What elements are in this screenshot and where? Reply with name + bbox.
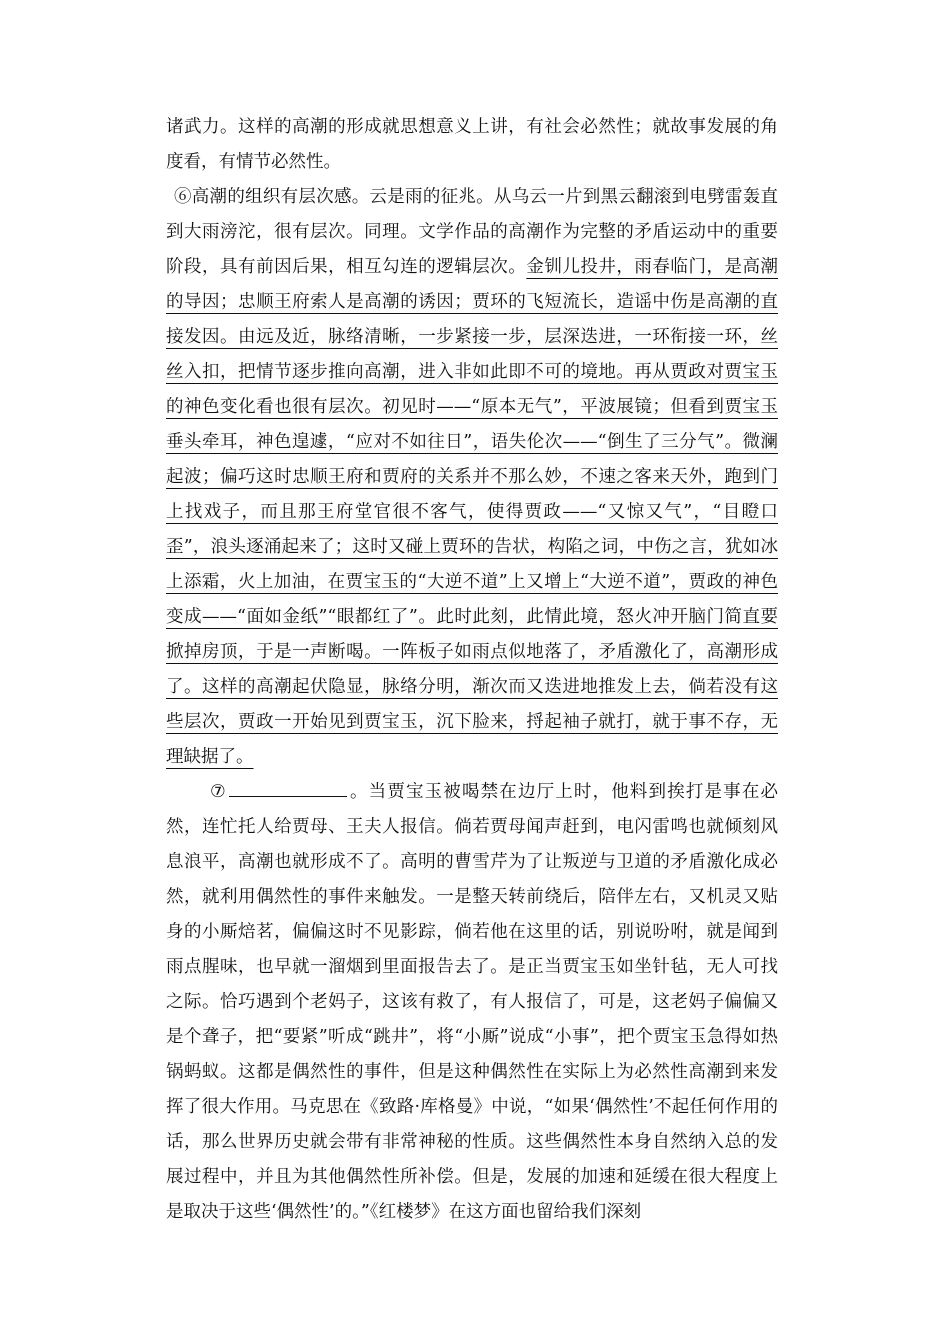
paragraph-6 [166, 180, 778, 775]
paragraph-6-underlined: 金钏儿投井，雨春临门，是高潮的导因；忠顺王府索人是高潮的诱因；贾环的飞短流长，造谣中伤是高潮的直接发因。由远及近，脉络清晰，一步紧接一步，层深迭进，一环衔接一环，丝丝入扣，把情节逐步推向高潮，进入非如此即不可的境地。再从贾政对贾宝玉的神色变化看也很有层次。初见时——“原本无气”，平波展镜；但看到贾宝玉垂头牵耳，神色遑遽，“应对不如往日”，语失伦次——“倒生了三分气”。微澜起波；偏巧这时忠顺王府和贾府的关系并不那么妙，不速之客来天外，跑到门上找戏子，而且那王府堂官很不客气，使得贾政——“又惊又气”，“目瞪口歪”，浪头逐涌起来了；这时又碰上贾环的告状，构陷之词，中伤之言，犹如冰上添霜，火上加油，在贾宝玉的“大逆不道”上又增上“大逆不道”，贾政的神色变成——“面如金纸”“眼都红了”。此时此刻，此情此境，怒火冲开脑门简直要掀掉房顶，于是一声断喝。一阵板子如雨点似地落了，矛盾激化了，高潮形成了。这样的高潮起伏隐显，脉络分明，渐次而又迭进地推发上去，倘若没有这些层次，贾政一开始见到贾宝玉，沉下脸来，捋起袖子就打，就于事不存，无理缺据了。 [166, 257, 779, 767]
document-page [166, 110, 778, 1230]
fill-in-blank[interactable] [229, 778, 347, 797]
paragraph-7 [166, 775, 778, 1230]
paragraph-6-lead: 高潮的组织有层次感。云是雨的征兆。从乌云一片到黑云翻滚到电劈雷轰直到大雨滂沱，很有层次。同理。文学作品的高潮作为完整的矛盾运动中的重要阶段，具有前因后果，相互勾连的逻辑层次。 [166, 187, 779, 277]
paragraph-number: ⑦ [210, 782, 227, 802]
paragraph-7-body: 。当贾宝玉被喝禁在边厅上时，他料到挨打是事在必然，连忙托人给贾母、王夫人报信。倘若贾母闻声赶到，电闪雷鸣也就倾刻风息浪平，高潮也就形成不了。高明的曹雪芹为了让叛逆与卫道的矛盾激化成必然，就利用偶然性的事件来触发。一是整天转前绕后，陪伴左右，又机灵又贴身的小厮焙茗，偏偏这时不见影踪，倘若他在这里的话，别说吩咐，就是闻到雨点腥味，也早就一溜烟到里面报告去了。是正当贾宝玉如坐针毡，无人可找之际。恰巧遇到个老妈子，这该有救了，有人报信了，可是，这老妈子偏偏又是个聋子，把“要紧”听成“跳井”，将“小厮”说成“小事”，把个贾宝玉急得如热锅蚂蚁。这都是偶然性的事件，但是这种偶然性在实际上为必然性高潮到来发挥了很大作用。马克思在《致路·库格曼》中说，“如果‘偶然性’不起任何作用的话，那么世界历史就会带有非常神秘的性质。这些偶然性本身自然纳入总的发展过程中，并且为其他偶然性所补偿。但是，发展的加速和延缓在很大程度上是取决于这些‘偶然性’的。”《红楼梦》在这方面也留给我们深刻 [166, 782, 778, 1222]
paragraph-number: ⑥ [174, 187, 192, 207]
paragraph-5-tail: 诸武力。这样的高潮的形成就思想意义上讲，有社会必然性；就故事发展的角度看，有情节必然性。 [166, 117, 778, 172]
